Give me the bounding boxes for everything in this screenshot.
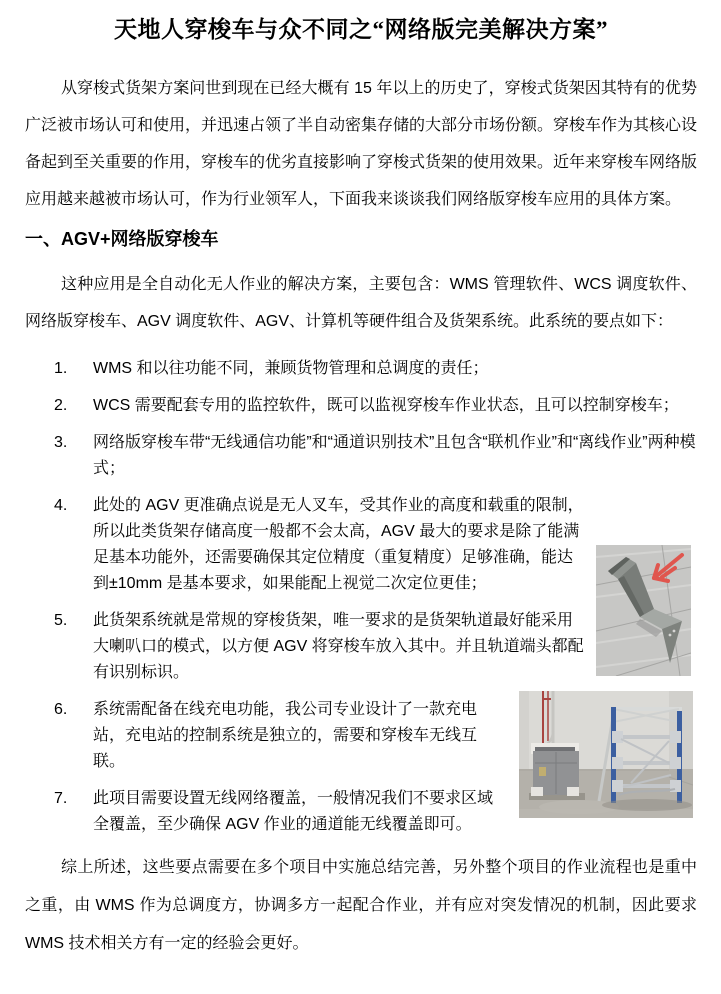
conclusion-paragraph: 综上所述，这些要点需要在多个项目中实施总结完善，另外整个项目的作业流程也是重中之重，由 WMS 作为总调度方，协调多方一起配合作业，并有应对突发情况的机制，因此要求 WMS 技术相关方有一定的经验会更好。 <box>25 859 697 952</box>
list-item-number: 1. <box>54 360 68 377</box>
list-item-text: WCS 需要配套专用的监控软件，既可以监视穿梭车作业状态，且可以控制穿梭车； <box>93 397 679 414</box>
section-heading: 一、AGV+网络版穿梭车 <box>25 229 219 249</box>
list-item-number: 5. <box>54 612 68 629</box>
list-item <box>25 356 697 382</box>
intro-paragraph: 从穿梭式货架方案问世到现在已经大概有 15 年以上的历史了，穿梭式货架因其特有的优势广泛被市场认可和使用，并迅速占领了半自动密集存储的大部分市场份额。穿梭车作为其核心设备起到至关重要的作用，穿梭车的优劣直接影响了穿梭式货架的使用效果。近年来穿梭车网络版应用越来越被市场认可，作为行业领军人，下面我来谈谈我们网络版穿梭车应用的具体方案。 <box>25 80 698 208</box>
list-item-text: 此处的 AGV 更准确点说是无人叉车，受其作业的高度和载重的限制，所以此类货架存储高度一般都不会太高，AGV 最大的要求是除了能满足基本功能外，还需要确保其定位精度（重复精度）足够准确，能达到±10mm 是基本要求，如果能配上视觉二次定位更佳； <box>93 497 584 592</box>
key-points-list <box>25 356 697 838</box>
document-title: 天地人穿梭车与众不同之“网络版完美解决方案” <box>114 17 608 42</box>
list-item-number: 4. <box>54 497 68 514</box>
list-item-text: 此项目需要设置无线网络覆盖，一般情况我们不要求区域全覆盖，至少确保 AGV 作业的通道能无线覆盖即可。 <box>93 790 494 833</box>
list-item-text: 网络版穿梭车带“无线通信功能”和“通道识别技术”且包含“联机作业”和“离线作业”两种模式； <box>93 434 696 477</box>
list-item <box>25 493 697 597</box>
list-item <box>25 430 697 482</box>
list-item-number: 7. <box>54 790 68 807</box>
list-item-text: 此货架系统就是常规的穿梭货架，唯一要求的是货架轨道最好能采用大喇叭口的模式，以方便 AGV 将穿梭车放入其中。并且轨道端头都配有识别标识。 <box>93 612 584 681</box>
list-item-text: 系统需配备在线充电功能，我公司专业设计了一款充电站，充电站的控制系统是独立的，需要和穿梭车无线互联。 <box>93 701 478 770</box>
list-item <box>25 786 697 838</box>
list-item <box>25 697 697 775</box>
list-item-number: 3. <box>54 434 68 451</box>
list-item-number: 6. <box>54 701 68 718</box>
list-item-number: 2. <box>54 397 68 414</box>
list-item-text: WMS 和以往功能不同，兼顾货物管理和总调度的责任； <box>93 360 489 377</box>
section-lead-paragraph: 这种应用是全自动化无人作业的解决方案，主要包含：WMS 管理软件、WCS 调度软件、网络版穿梭车、AGV 调度软件、AGV、计算机等硬件组合及货架系统。此系统的要点如下： <box>25 276 697 330</box>
list-item <box>25 393 697 419</box>
list-item <box>25 608 697 686</box>
